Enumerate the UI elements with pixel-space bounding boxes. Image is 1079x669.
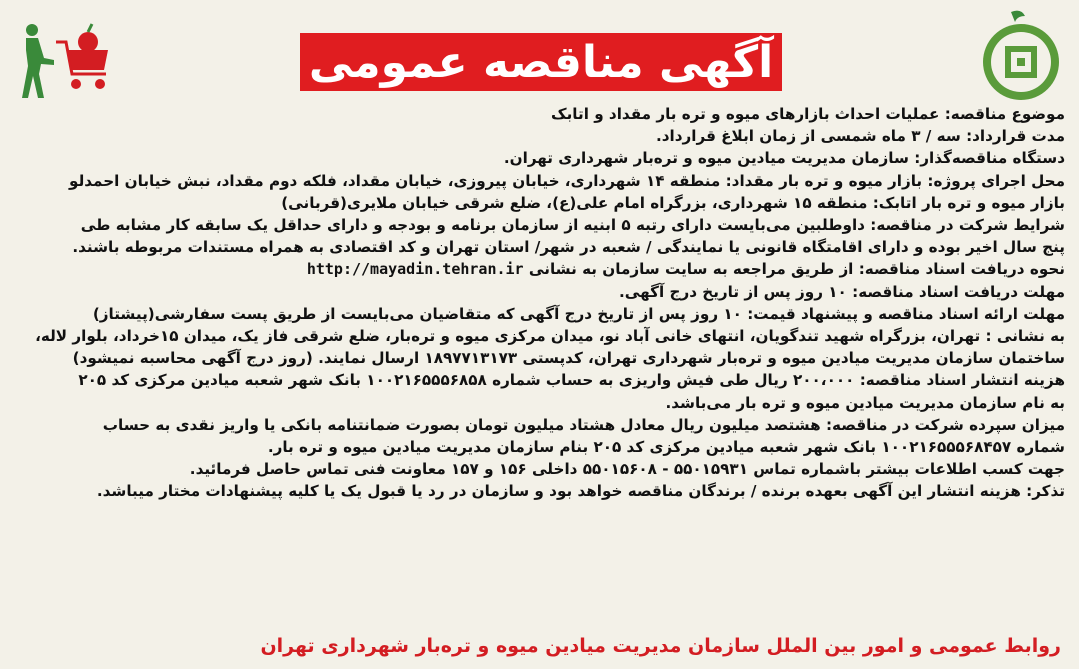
text-line bbox=[10, 369, 1065, 391]
field-value: ساختمان سازمان مدیریت میادین میوه و تره‌بار شهرداری تهران، کدپستی ۱۸۹۷۷۱۳۱۷۳ ارسال نمایند. (روز درج آگهی محاسبه نمیشود) bbox=[72, 349, 1065, 368]
field-value: هزینه انتشار این آگهی بعهده برنده / برندگان مناقصه خواهد بود و سازمان در رد یا قبول یک یا کلیه پیشنهادات مختار میباشد. bbox=[96, 482, 1021, 501]
text-line bbox=[10, 303, 1065, 325]
field-value: ۲۰۰،۰۰۰ ریال طی فیش واریزی به حساب شماره ۱۰۰۲۱۶۵۵۵۶۸۵۸ بانک شهر شعبه میادین مرکزی کد ۲۰۵ bbox=[78, 371, 855, 390]
tender-details bbox=[10, 103, 1065, 503]
website-link[interactable]: http://mayadin.tehran.ir bbox=[306, 260, 524, 279]
field-value: به نشانی : تهران، بزرگراه شهید تندگویان، انتهای خانی آباد نو، میدان مرکزی میوه و تره‌بار، ضلع شرقی فاز یک، میدان ۱۵خرداد، بلوار لاله، bbox=[35, 327, 1065, 346]
text-line bbox=[10, 125, 1065, 147]
text-line bbox=[10, 436, 1065, 458]
field-value: جهت کسب اطلاعات بیشتر باشماره تماس ۵۵۰۱۵۹۳۱ - ۵۵۰۱۵۶۰۸ داخلی ۱۵۶ و ۱۵۷ معاونت فنی تماس حاصل فرمائید. bbox=[189, 460, 1065, 479]
field-value: ۱۰ روز پس از تاریخ درج آگهی که متقاضیان می‌بایست از طریق پست سفارشی(پیشتاز) bbox=[92, 304, 742, 323]
footer-issuer: روابط عمومی و امور بین الملل سازمان مدیریت میادین میوه و تره‌بار شهرداری تهران bbox=[260, 635, 1061, 657]
field-value: سه / ۳ ماه شمسی از زمان ابلاغ قرارداد. bbox=[655, 127, 961, 146]
field-value: عملیات احداث بازارهای میوه و تره بار مقداد و اتابک bbox=[551, 105, 940, 123]
text-line bbox=[10, 347, 1065, 369]
text-line bbox=[10, 480, 1065, 502]
text-line bbox=[10, 236, 1065, 258]
field-value: پنج سال اخیر بوده و دارای اقامتگاه قانونی یا نمایندگی / شعبه در شهر/ استان تهران و کد اقتصادی به همراه مستندات مربوطه باشند. bbox=[72, 238, 1065, 257]
text-line bbox=[10, 147, 1065, 169]
text-line bbox=[10, 170, 1065, 192]
text-line bbox=[10, 458, 1065, 480]
field-label: میزان سپرده شرکت در مناقصه: bbox=[825, 415, 1065, 434]
field-value: داوطلبین می‌بایست دارای رتبه ۵ ابنیه از سازمان برنامه و بودجه و دارای حداقل یک سابقه کار مشابه طی bbox=[80, 216, 865, 235]
text-line bbox=[10, 258, 1065, 280]
field-label: مدت قرارداد: bbox=[966, 127, 1065, 146]
field-value: ۱۰ روز پس از تاریخ درج آگهی. bbox=[619, 282, 847, 301]
person-pushing-fruit-cart-icon bbox=[14, 20, 114, 100]
field-label: تذکر: bbox=[1026, 482, 1065, 501]
text-line bbox=[10, 414, 1065, 436]
text-line bbox=[10, 103, 1065, 125]
field-value: از طریق مراجعه به سایت سازمان به نشانی bbox=[528, 260, 854, 279]
field-value: منطقه ۱۴ شهرداری، خیابان پیروزی، خیابان مقداد، فلکه دوم مقداد، نبش خیابان احمدلو bbox=[69, 171, 721, 190]
field-value: به نام سازمان مدیریت میادین میوه و تره بار می‌باشد. bbox=[665, 393, 1065, 412]
field-value: سازمان مدیریت میادین میوه و تره‌بار شهرداری تهران. bbox=[503, 149, 909, 168]
text-line bbox=[10, 325, 1065, 347]
field-value: هشتصد میلیون ریال معادل هشتاد میلیون تومان بصورت ضمانتنامه بانکی یا واریز نقدی به حساب bbox=[102, 415, 821, 434]
field-label: شرایط شرکت در مناقصه: bbox=[870, 216, 1065, 235]
field-label: هزینه انتشار اسناد مناقصه: bbox=[859, 371, 1065, 390]
field-label: مهلت دریافت اسناد مناقصه: bbox=[852, 282, 1065, 301]
field-value: منطقه ۱۵ شهرداری، بزرگراه امام علی(ع)، ضلع شرقی خیابان ملایری(قربانی) bbox=[281, 193, 868, 212]
text-line bbox=[10, 214, 1065, 236]
text-line bbox=[10, 192, 1065, 214]
field-label: موضوع مناقصه: bbox=[944, 105, 1065, 123]
field-value: شماره ۱۰۰۲۱۶۵۵۵۶۸۴۵۷ بانک شهر شعبه میادین مرکزی کد ۲۰۵ بنام سازمان مدیریت میادین میوه و تره بار. bbox=[267, 438, 1065, 457]
field-label: بازار میوه و تره بار اتابک: bbox=[872, 193, 1065, 212]
text-line bbox=[10, 281, 1065, 303]
tehran-municipality-logo-icon bbox=[981, 10, 1061, 102]
field-label: نحوه دریافت اسناد مناقصه: bbox=[858, 260, 1065, 279]
field-label: مهلت ارائه اسناد مناقصه و پیشنهاد قیمت: bbox=[747, 304, 1065, 323]
field-label: محل اجرای پروژه: بازار میوه و تره بار مقداد: bbox=[725, 171, 1065, 190]
field-label: دستگاه مناقصه‌گذار: bbox=[914, 149, 1065, 168]
text-line bbox=[10, 392, 1065, 414]
page-title: آگهی مناقصه عمومی bbox=[300, 33, 782, 91]
